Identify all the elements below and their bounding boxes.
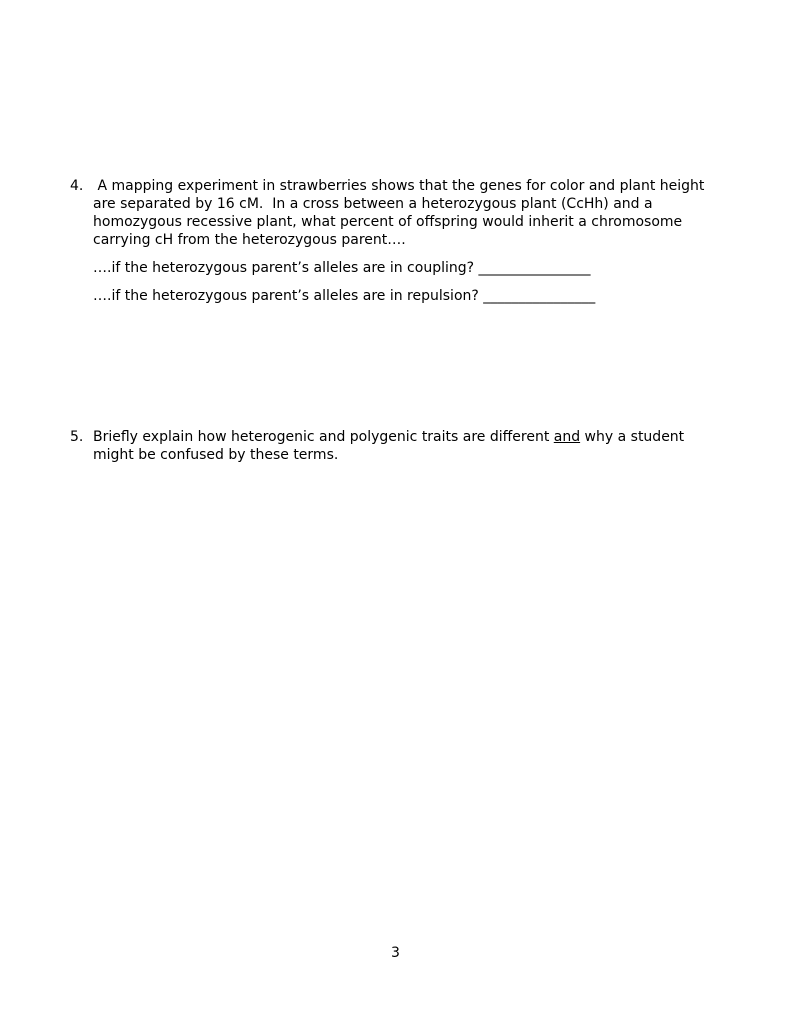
question-4 [70, 177, 730, 249]
question-5-text-after: why a student might be confused by these terms. [93, 429, 689, 463]
question-5-text-before: Briefly explain how heterogenic and polygenic traits are different [93, 429, 554, 445]
question-5-underlined-word: and [553, 429, 581, 445]
question-4-text: A mapping experiment in strawberries shows that the genes for color and plant height are separated by 16 cM. In a cross between a heterozygous plant (CcHh) and a homozygous recessive plant, what percent of offspring would inherit a chromosome carrying cH from the heterozygous parent…. [93, 178, 709, 248]
page-number: 3 [391, 945, 400, 961]
question-4-repulsion-line: ….if the heterozygous parent’s alleles are in repulsion? ________________ [93, 288, 596, 304]
question-5-number: 5. [70, 429, 84, 445]
question-4-number: 4. [70, 178, 84, 194]
question-5-text [93, 428, 710, 464]
question-5 [70, 428, 710, 464]
question-4-coupling-line: ….if the heterozygous parent’s alleles are in coupling? ________________ [93, 260, 591, 276]
